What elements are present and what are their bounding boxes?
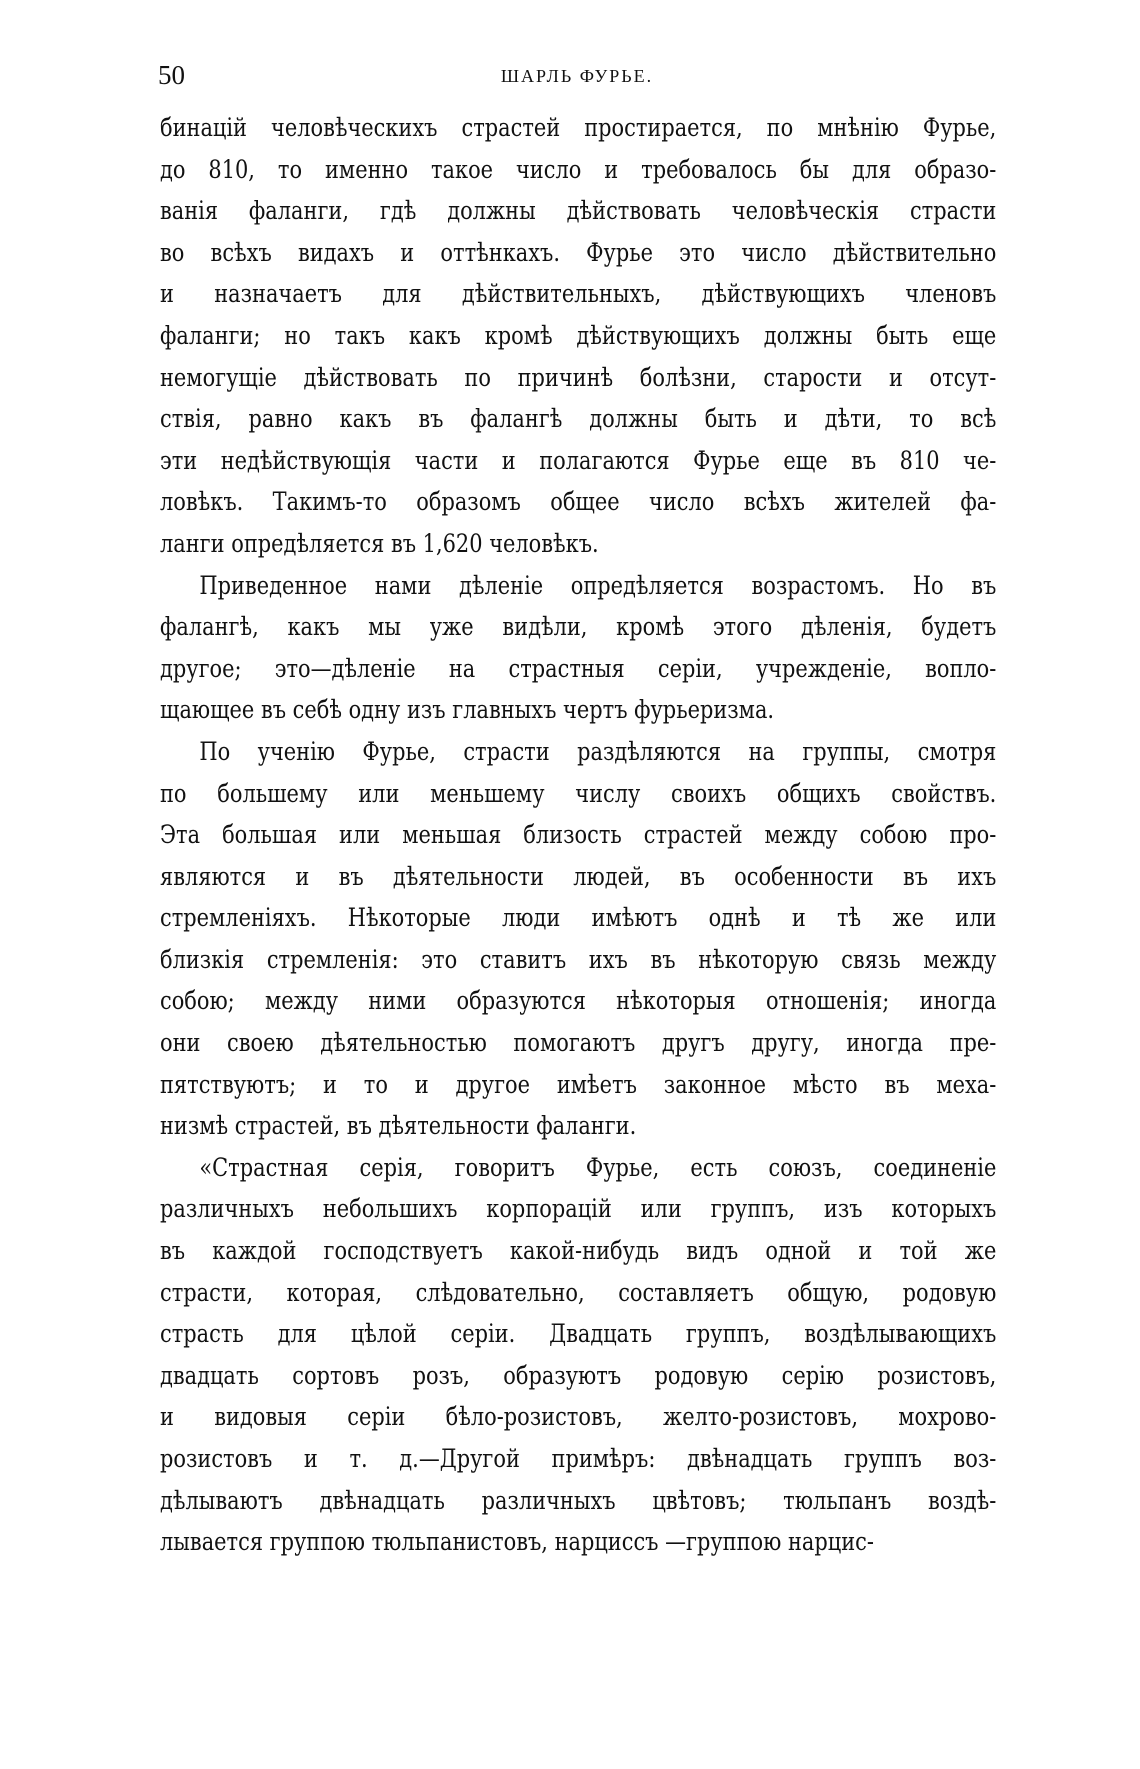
text-line: фаланги; но такъ какъ кромѣ дѣйствующихъ должны быть еще <box>160 320 997 351</box>
text-line: страсть для цѣлой серіи. Двадцать группъ, воздѣлывающихъ <box>160 1319 997 1350</box>
text-line: эти недѣйствующія части и полагаются Фурье еще въ 810 че- <box>160 445 997 476</box>
body-text <box>160 108 996 1564</box>
text-line: ланги опредѣляется въ 1,620 человѣкъ. <box>160 528 599 559</box>
text-line: Приведенное нами дѣленіе опредѣляется возрастомъ. Но въ <box>199 570 997 601</box>
text-line: страсти, которая, слѣдовательно, составляетъ общую, родовую <box>160 1277 997 1308</box>
text-line: стремленіяхъ. Нѣкоторые люди имѣютъ однѣ и тѣ же или <box>160 903 997 934</box>
text-line: до 810, то именно такое число и требовалось бы для образо- <box>160 154 997 185</box>
text-line: низмѣ страстей, въ дѣятельности фаланги. <box>160 1111 637 1142</box>
text-line: фалангѣ, какъ мы уже видѣли, кромѣ этого дѣленія, будетъ <box>160 612 997 643</box>
text-line: по большему или меньшему числу своихъ общихъ свойствъ. <box>160 778 997 809</box>
text-line: двадцать сортовъ розъ, образуютъ родовую серію розистовъ, <box>160 1360 997 1391</box>
running-title: ШАРЛЬ ФУРЬЕ. <box>500 66 654 86</box>
text-line: ствія, равно какъ въ фалангѣ должны быть и дѣти, то всѣ <box>160 404 997 435</box>
text-line: различныхъ небольшихъ корпорацій или группъ, изъ которыхъ <box>160 1194 997 1225</box>
text-line: щающее въ себѣ одну изъ главныхъ чертъ фурьеризма. <box>160 695 775 726</box>
text-line: «Страстная серія, говоритъ Фурье, есть союзъ, соединеніе <box>199 1152 997 1183</box>
text-line: дѣлываютъ двѣнадцать различныхъ цвѣтовъ; тюльпанъ воздѣ- <box>160 1485 997 1516</box>
text-line: немогущіе дѣйствовать по причинѣ болѣзни, старости и отсут- <box>160 362 997 393</box>
text-line: лывается группою тюльпанистовъ, нарциссъ —группою нарцис- <box>160 1527 874 1558</box>
text-line: и назначаетъ для дѣйствительныхъ, дѣйствующихъ членовъ <box>160 279 997 310</box>
paragraph <box>160 732 996 1148</box>
text-line: бинацій человѣческихъ страстей простирается, по мнѣнію Фурье, <box>160 113 997 143</box>
text-line: во всѣхъ видахъ и оттѣнкахъ. Фурье это число дѣйствительно <box>160 237 997 268</box>
text-line: Эта большая или меньшая близость страстей между собою про- <box>160 820 997 851</box>
text-line: являются и въ дѣятельности людей, въ особенности въ ихъ <box>160 861 997 892</box>
text-line: другое; это—дѣленіе на страстныя серіи, учрежденіе, вопло- <box>160 653 997 684</box>
text-line: въ каждой господствуетъ какой-нибудь видъ одной и той же <box>160 1236 997 1267</box>
text-line: ловѣкъ. Такимъ-то образомъ общее число всѣхъ жителей фа- <box>160 487 997 518</box>
running-head <box>158 60 996 100</box>
paragraph <box>160 1148 996 1564</box>
text-line: розистовъ и т. д.—Другой примѣръ: двѣнадцать группъ воз- <box>160 1444 997 1474</box>
text-line: и видовыя серіи бѣло-розистовъ, желто-розистовъ, мохрово- <box>160 1402 997 1433</box>
text-line: собою; между ними образуются нѣкоторыя отношенія; иногда <box>160 986 997 1017</box>
paragraph <box>160 566 996 732</box>
text-line: близкія стремленія: это ставитъ ихъ въ нѣкоторую связь между <box>160 944 997 975</box>
text-line: ванія фаланги, гдѣ должны дѣйствовать человѣческія страсти <box>160 196 997 227</box>
text-line: они своею дѣятельностью помогаютъ другъ другу, иногда пре- <box>160 1028 997 1059</box>
text-line: пятствуютъ; и то и другое имѣетъ законное мѣсто въ меха- <box>160 1069 997 1100</box>
paragraph <box>160 108 996 566</box>
page-number: 50 <box>158 60 185 90</box>
text-line: По ученію Фурье, страсти раздѣляются на группы, смотря <box>199 736 997 767</box>
